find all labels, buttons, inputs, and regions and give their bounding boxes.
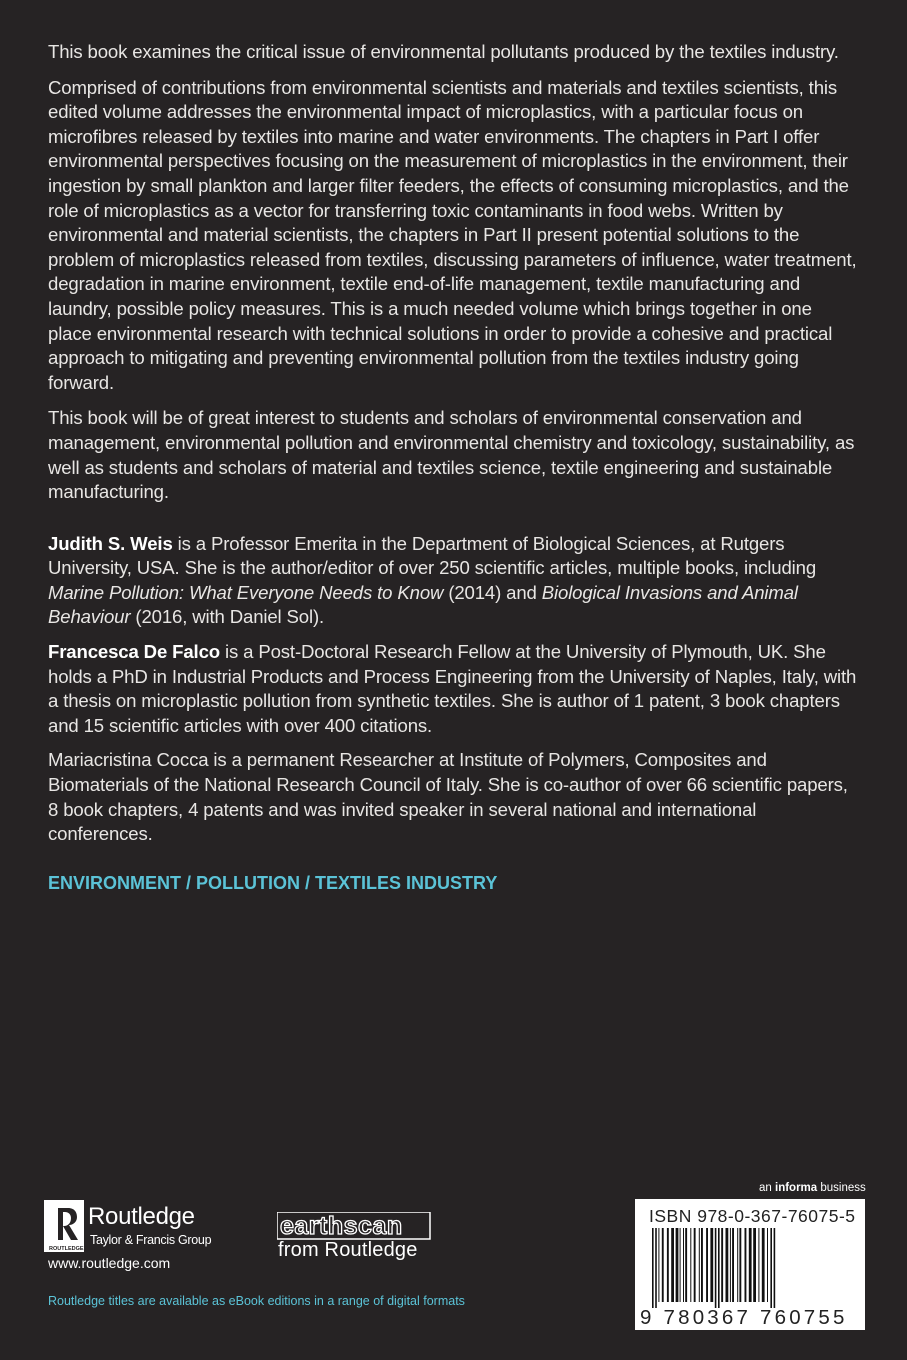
barcode-bar bbox=[658, 1228, 659, 1302]
barcode-bar bbox=[753, 1228, 756, 1302]
back-cover-copy bbox=[48, 40, 860, 857]
publisher-group: Taylor & Francis Group bbox=[90, 1233, 212, 1247]
author-name: Francesca De Falco bbox=[48, 641, 220, 663]
routledge-logo bbox=[44, 1200, 244, 1260]
publisher-url[interactable]: www.routledge.com bbox=[48, 1255, 171, 1271]
barcode-bar bbox=[690, 1228, 691, 1302]
barcode-bar bbox=[680, 1228, 681, 1302]
barcode-bar bbox=[737, 1228, 738, 1302]
author-bio-cocca: Mariacristina Cocca is a permanent Researcher at Institute of Polymers, Composites and Biomaterials of the National Research Council of Italy. She is co-author of over 66 scientific papers, 8 book chapters, 4 patents and was invited speaker in several national and international conferences. bbox=[48, 749, 848, 845]
barcode-bar bbox=[710, 1228, 713, 1302]
earthscan-wordmark: earthscan bbox=[280, 1212, 403, 1240]
barcode-bar bbox=[739, 1228, 741, 1302]
description-paragraph: Comprised of contributions from environmental scientists and materials and textiles scientists, this edited volume addresses the environmental impact of microplastics, with a particular focus on microfibres released by textiles into marine and water environments. The chapters in Part I offer environmental perspectives focusing on the measurement of microplastics in the environment, their ingestion by small plankton and larger filter feeders, the effects of consuming microplastics, and the role of microplastics as a vector for transferring toxic contaminants in food webs. Written by environmental and material scientists, the chapters in Part II present potential solutions to the problem of microplastics released from textiles, discussing parameters of influence, water treatment, degradation in marine environment, textile end-of-life management, textile manufacturing and laundry, possible policy measures. This is a much needed volume which brings together in one place environmental research with technical solutions in order to provide a cohesive and practical approach to mitigating and preventing environmental pollution from the textiles industry going forward. bbox=[48, 76, 857, 393]
barcode-bar bbox=[762, 1228, 765, 1302]
isbn-label: ISBN 978-0-367-76075-5 bbox=[649, 1206, 856, 1226]
barcode-bar bbox=[662, 1228, 664, 1302]
author-name: Judith S. Weis bbox=[48, 532, 173, 554]
book-title: Marine Pollution: What Everyone Needs to Know bbox=[48, 581, 444, 603]
ebook-note: Routledge titles are available as eBook editions in a range of digital formats bbox=[48, 1294, 465, 1308]
barcode-bar bbox=[706, 1228, 708, 1302]
barcode-bar bbox=[749, 1228, 752, 1302]
book-title: Biological Invasions and Animal Behaviour bbox=[48, 581, 798, 628]
barcode-bar bbox=[718, 1228, 720, 1308]
subject-categories: ENVIRONMENT / POLLUTION / TEXTILES INDUSTRY bbox=[48, 873, 498, 893]
routledge-r-icon bbox=[44, 1200, 84, 1252]
isbn-barcode-block bbox=[635, 1199, 865, 1330]
barcode-digits: 9 780367 760755 bbox=[640, 1306, 848, 1329]
barcode-bar bbox=[685, 1228, 687, 1302]
barcode-bar bbox=[676, 1228, 679, 1302]
barcode-bar bbox=[770, 1228, 772, 1308]
barcode-bar bbox=[732, 1228, 734, 1302]
barcode bbox=[648, 1228, 858, 1308]
barcode-bar bbox=[745, 1228, 747, 1302]
barcode-bar bbox=[694, 1228, 696, 1302]
barcode-bar bbox=[758, 1228, 759, 1302]
barcode-bar bbox=[774, 1228, 776, 1308]
barcode-bar bbox=[767, 1228, 768, 1302]
barcode-bar bbox=[701, 1228, 703, 1302]
description-paragraph: This book examines the critical issue of environmental pollutants produced by the textiles industry. bbox=[48, 41, 839, 62]
barcode-bar bbox=[715, 1228, 717, 1308]
routledge-vertical-mark: ROUTLEDGE bbox=[49, 1246, 84, 1252]
earthscan-logo bbox=[277, 1212, 432, 1240]
barcode-bar bbox=[730, 1228, 731, 1302]
barcode-bar bbox=[655, 1228, 657, 1308]
barcode-bar bbox=[683, 1228, 684, 1302]
imprint-from: from Routledge bbox=[278, 1239, 418, 1261]
barcode-bar bbox=[699, 1228, 700, 1302]
barcode-bar bbox=[721, 1228, 723, 1302]
barcode-bar bbox=[671, 1228, 674, 1302]
barcode-bar bbox=[667, 1228, 669, 1302]
author-bio-weis: Judith S. Weis is a Professor Emerita in the Department of Biological Sciences, at Rutgers University, USA. She is the author/editor of over 250 scientific articles, multiple books, including Marine Pollution: What Everyone Needs to Know (2014) and Biological Invasions and Animal Behaviour (2016, with Daniel Sol). bbox=[48, 532, 817, 628]
informa-tagline: an informa business bbox=[759, 1182, 866, 1194]
description-paragraph: This book will be of great interest to students and scholars of environmental conservation and management, environmental pollution and environmental chemistry and toxicology, sustainability, as well as students and scholars of material and textiles science, textile engineering and sustainable manufacturing. bbox=[48, 407, 855, 503]
barcode-bar bbox=[652, 1228, 654, 1308]
author-bio-defalco: Francesca De Falco is a Post-Doctoral Research Fellow at the University of Plymouth, UK. She holds a PhD in Industrial Products and Process Engineering from the University of Naples, Italy, with a thesis on microplastic pollution from synthetic textiles. She is author of 1 patent, 3 book chapters and 15 scientific articles with over 400 citations. bbox=[48, 641, 857, 736]
barcode-bar bbox=[726, 1228, 729, 1302]
publisher-name: Routledge bbox=[88, 1203, 195, 1230]
